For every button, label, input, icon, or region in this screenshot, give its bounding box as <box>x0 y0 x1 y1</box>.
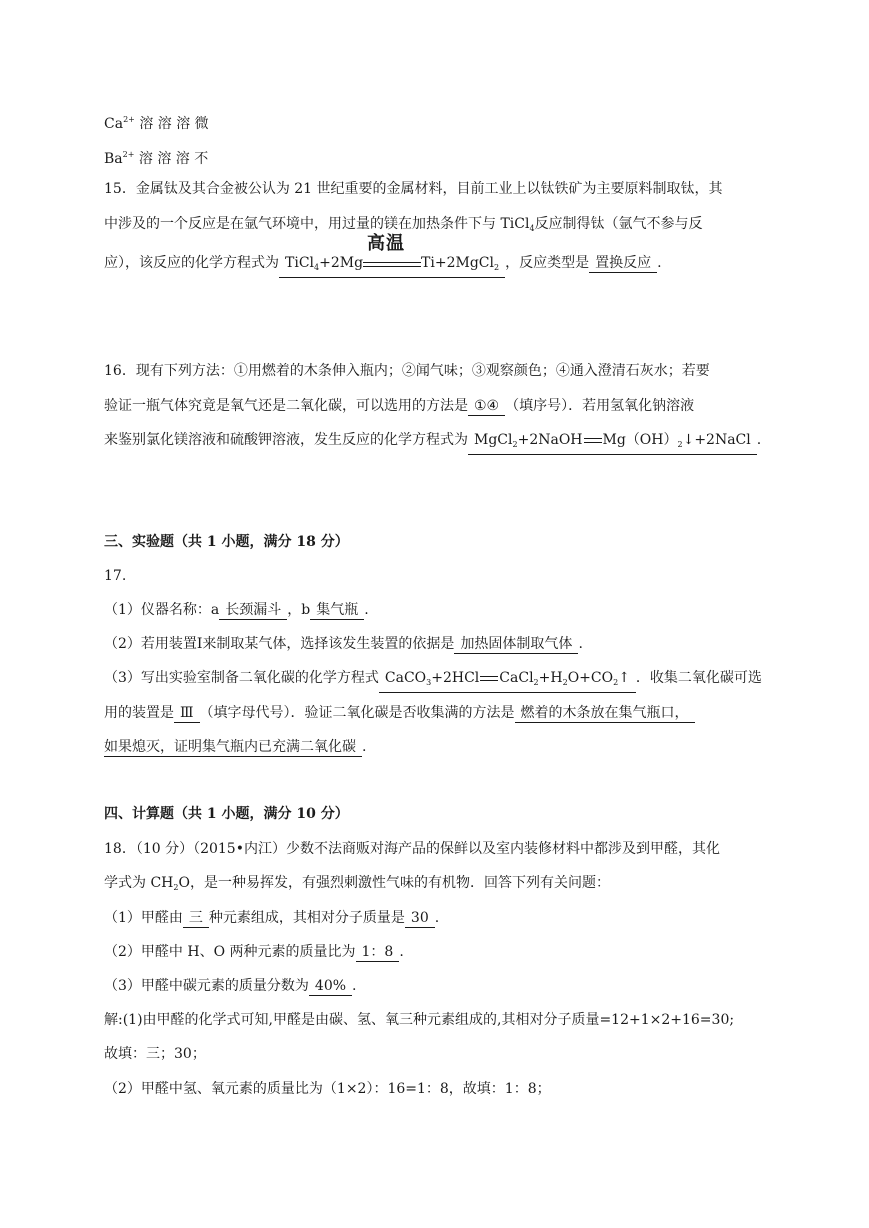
answer-method: 燃着的木条放在集气瓶口， <box>515 704 695 723</box>
answer-molar-mass: 30 <box>405 909 435 928</box>
eq-part: +H <box>538 670 563 686</box>
q18-part-2 <box>104 942 404 962</box>
solubility-cells: 溶 溶 溶 微 <box>139 116 209 132</box>
ion-charge: 2+ <box>123 115 135 124</box>
eq-part: +2Mg <box>319 255 364 271</box>
q16-line-2 <box>104 396 694 416</box>
eq-part: ↓+2NaCl <box>682 432 751 448</box>
q17-part-3-line-2 <box>104 703 695 723</box>
answer-method-cont: 如果熄灭，证明集气瓶内已充满二氧化碳 <box>104 738 362 757</box>
subscript: 2 <box>494 263 500 272</box>
q15-line-1: 15．金属钛及其合金被公认为 21 世纪重要的金属材料，目前工业上以钛铁矿为主要原料制取钛，其 <box>104 181 723 197</box>
subscript: 4 <box>314 263 320 272</box>
ion-charge: 2+ <box>122 150 135 159</box>
section-3-heading: 三、实验题（共 1 小题，满分 18 分） <box>104 534 349 550</box>
eq-part: CaCO <box>384 670 427 686</box>
answer-basis: 加热固体制取气体 <box>454 635 578 654</box>
answer-mass-ratio: 1：8 <box>356 943 400 962</box>
q18-text: 种元素组成，其相对分子质量是 <box>208 910 405 926</box>
q16-line-3 <box>104 430 761 455</box>
reaction-type-answer: 置换反应 <box>589 254 657 273</box>
period: . <box>578 636 583 652</box>
ion-label: Ca <box>104 116 124 132</box>
q16-method-answer: ①④ <box>468 397 505 416</box>
equals-sign <box>363 262 421 267</box>
q18-line-2 <box>104 873 610 898</box>
q15-line-3 <box>104 233 662 278</box>
eq-part: Mg（OH） <box>602 432 678 448</box>
eq-part: CaCl <box>499 670 534 686</box>
period: . <box>399 944 404 960</box>
subscript: 2 <box>613 678 619 687</box>
answer-mass-fraction: 40% <box>309 977 352 996</box>
solubility-row-ba <box>104 145 208 169</box>
q15-text: 反应制得钛（氩气不参与反 <box>534 216 703 232</box>
q17-text: ．收集二氧化碳可选 <box>635 670 762 686</box>
answer-b: 集气瓶 <box>310 601 364 620</box>
period: . <box>657 255 662 271</box>
solution-line-3: （2）甲醛中氢、氧元素的质量比为（1×2）：16=1：8，故填：1：8； <box>104 1081 551 1097</box>
period: . <box>434 910 440 926</box>
q18-text: （2）甲醛中 H、O 两种元素的质量比为 <box>104 944 356 960</box>
eq-part: O+CO <box>567 670 614 686</box>
q15-text: ，反应类型是 <box>505 255 590 271</box>
q17-text: （填字母代号）．验证二氧化碳是否收集满的方法是 <box>199 705 515 721</box>
q16-text: （填序号）．若用氢氧化钠溶液 <box>505 398 695 414</box>
q15-text: 应），该反应的化学方程式为 <box>104 255 279 271</box>
eq-part: Ti+2MgCl <box>421 255 494 271</box>
subscript: 2 <box>677 440 683 449</box>
q18-text: （1）甲醛由 <box>104 910 183 926</box>
solution-line-2: 故填：三；30； <box>104 1046 206 1062</box>
section-4-heading: 四、计算题（共 1 小题，满分 10 分） <box>104 806 349 822</box>
subscript: 2 <box>512 440 518 449</box>
ion-label: Ba <box>104 151 123 167</box>
equals-sign <box>480 676 498 681</box>
q17-part-3-line-1 <box>104 668 762 693</box>
q17-part-1 <box>104 600 369 620</box>
subscript: 2 <box>562 678 568 687</box>
answer-device: Ⅲ <box>174 704 200 723</box>
subscript: 3 <box>426 678 432 687</box>
q18-text: （3）甲醛中碳元素的质量分数为 <box>104 978 309 994</box>
subscript: 2 <box>173 883 179 892</box>
q18-part-3 <box>104 976 357 996</box>
q16-line-1: 16．现有下列方法：①用燃着的木条伸入瓶内；②闻气味；③观察颜色；④通入澄清石灰水；若要 <box>104 363 710 379</box>
q15-equation-answer <box>279 233 505 278</box>
reaction-condition <box>363 233 421 273</box>
eq-part: +2HCl <box>431 670 480 686</box>
eq-part: ↑ <box>618 670 630 686</box>
solution-line-1: 解:(1)由甲醛的化学式可知,甲醛是由碳、氢、氧三种元素组成的,其相对分子质量=12+1×2+16=30; <box>104 1012 735 1028</box>
period: . <box>352 978 357 994</box>
q17-part-3-line-3 <box>104 737 366 757</box>
q17-part-2 <box>104 634 583 654</box>
q17-text: （2）若用装置Ⅰ来制取某气体，选择该发生装置的依据是 <box>104 636 455 652</box>
subscript: 4 <box>529 224 535 233</box>
eq-part: +2NaOH <box>517 432 583 448</box>
q17-text: （1）仪器名称：a <box>104 602 220 618</box>
q16-text: 来鉴别氯化镁溶液和硫酸钾溶液，发生反应的化学方程式为 <box>104 432 468 448</box>
eq-part: MgCl <box>474 432 513 448</box>
period: . <box>756 432 762 448</box>
period: . <box>364 602 369 618</box>
period: . <box>362 739 367 755</box>
answer-elements: 三 <box>183 909 209 928</box>
q17-number: 17. <box>104 568 127 584</box>
q16-text: 验证一瓶气体究竟是氧气还是二氧化碳，可以选用的方法是 <box>104 398 468 414</box>
q15-text: 中涉及的一个反应是在氩气环境中，用过量的镁在加热条件下与 TiCl <box>104 216 530 232</box>
q18-line-1: 18．（10 分）（2015•内江）少数不法商贩对海产品的保鲜以及室内装修材料中都涉及到甲醛，其化 <box>104 841 720 857</box>
answer-a: 长颈漏斗 <box>219 601 287 620</box>
q18-text: O，是一种易挥发，有强烈刺激性气味的有机物．回答下列有关问题： <box>178 875 610 891</box>
q16-equation-answer <box>468 431 757 455</box>
condition-text: 高温 <box>367 233 406 254</box>
q17-equation-answer <box>379 669 636 693</box>
solubility-cells: 溶 溶 溶 不 <box>138 151 209 167</box>
q17-text: 用的装置是 <box>104 705 174 721</box>
q18-part-1 <box>104 908 439 928</box>
q18-text: 学式为 CH <box>104 875 174 891</box>
eq-part: TiCl <box>285 255 315 271</box>
equals-sign <box>584 438 602 443</box>
q17-text: （3）写出实验室制备二氧化碳的化学方程式 <box>104 670 379 686</box>
q17-text: ，b <box>287 602 311 618</box>
solubility-row-ca <box>104 110 209 134</box>
subscript: 2 <box>533 678 539 687</box>
